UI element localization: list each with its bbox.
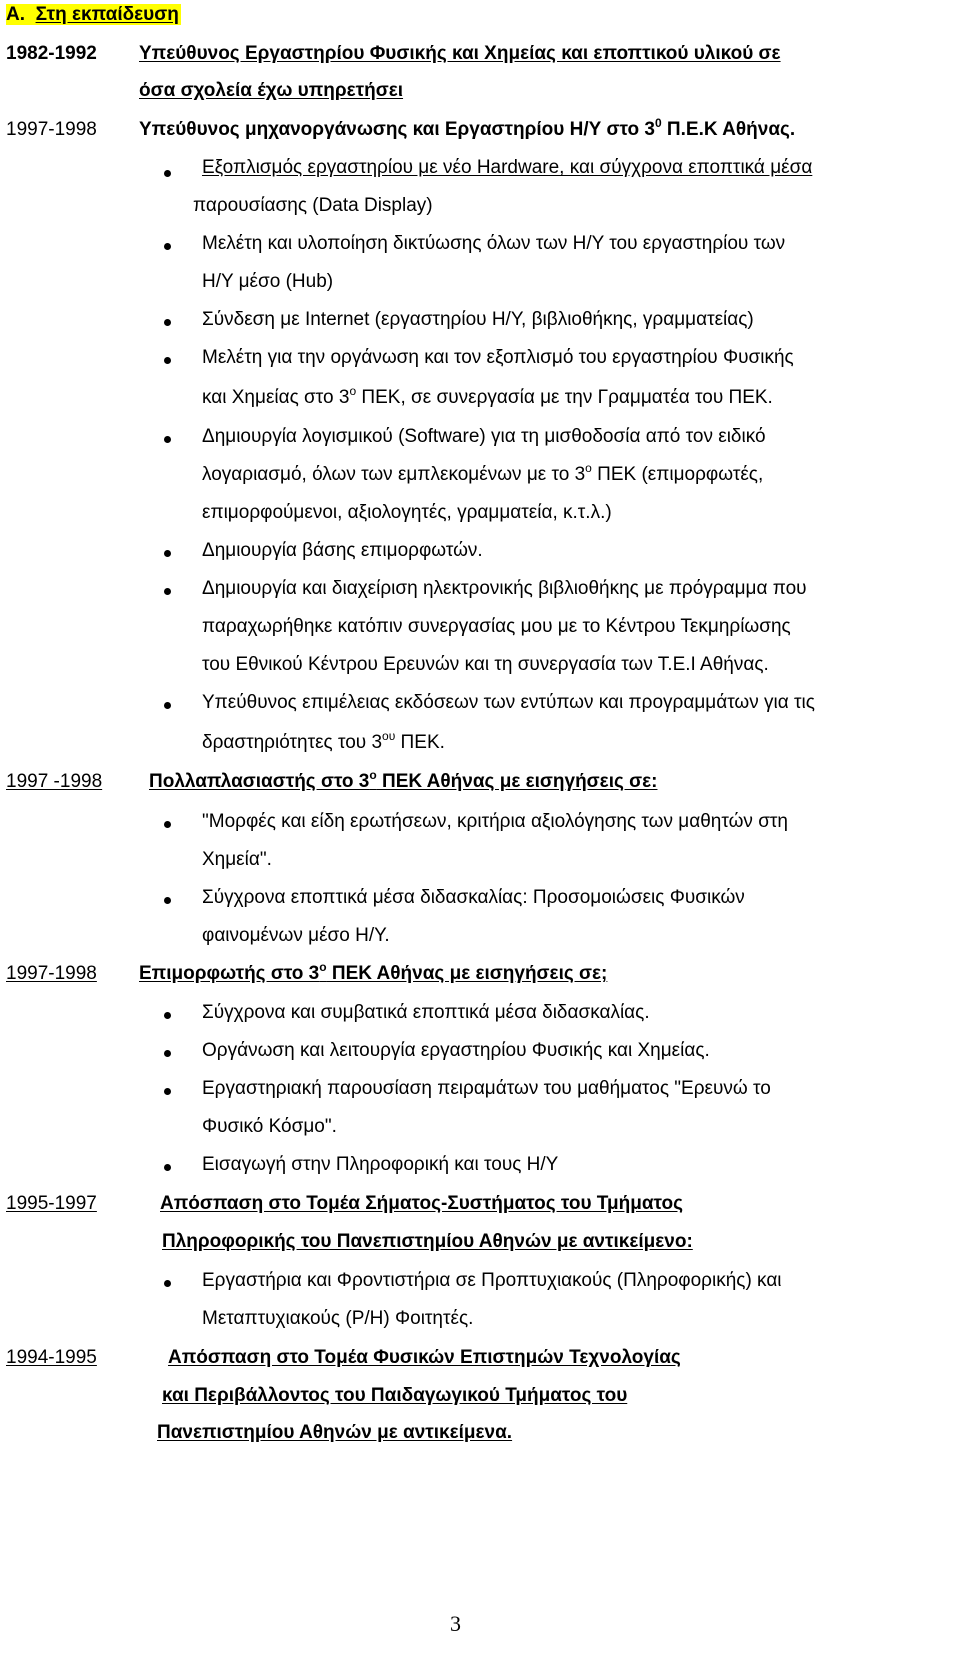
- entry-years: 1982-1992: [6, 43, 97, 64]
- entry-heading: Πολλαπλασιαστής στο $3^o$ ΠΕΚ Αθήνας με εισηγήσεις σε:: [149, 768, 658, 792]
- bullet-text: Μελέτη και υλοποίηση δικτύωσης όλων των Η/Υ του εργαστηρίου των: [202, 233, 786, 254]
- bullet-text: φαινομένων μέσο Η/Υ.: [202, 925, 390, 946]
- bullet-icon: [164, 1088, 171, 1095]
- bullet-text: του Εθνικού Κέντρου Ερευνών και τη συνεργασία των Τ.Ε.Ι Αθήνας.: [202, 654, 769, 675]
- bullet-text: Σύγχρονα και συμβατικά εποπτικά μέσα διδασκαλίας.: [202, 1002, 650, 1023]
- bullet-text: Εργαστηριακή παρουσίαση πειραμάτων του μαθήματος "Ερευνώ το: [202, 1078, 771, 1099]
- bullet-icon: [164, 588, 171, 595]
- entry-heading-line: Απόσπαση στο Τομέα Σήματος-Συστήματος του Τμήματος: [160, 1193, 683, 1214]
- bullet-icon: [164, 1012, 171, 1019]
- bullet-icon: [164, 357, 171, 364]
- bullet-text: Δημιουργία λογισμικού (Software) για τη μισθοδοσία από τον ειδικό: [202, 426, 766, 447]
- bullet-icon: [164, 1280, 171, 1287]
- bullet-text: Η/Υ μέσο (Hub): [202, 271, 334, 292]
- bullet-text: παρουσίασης (Data Display): [193, 195, 433, 216]
- entry-heading: Επιμορφωτής στο $3^o$ ΠΕΚ Αθήνας με εισηγήσεις σε;: [139, 960, 608, 984]
- section-marker: Α.: [6, 4, 25, 25]
- entry-years: 1997-1998: [6, 119, 97, 140]
- bullet-text: Χημεία".: [202, 849, 272, 870]
- bullet-text: Υπεύθυνος επιμέλειας εκδόσεων των εντύπων και προγραμμάτων για τις: [202, 692, 815, 713]
- bullet-text: επιμορφούμενοι, αξιολογητές, γραμματεία, κ.τ.λ.): [202, 502, 612, 523]
- bullet-icon: [164, 550, 171, 557]
- bullet-icon: [164, 243, 171, 250]
- entry-heading-line: όσα σχολεία έχω υπηρετήσει: [139, 80, 404, 101]
- bullet-text: Εξοπλισμός εργαστηρίου με νέο Hardware, και σύγχρονα εποπτικά μέσα: [202, 157, 813, 178]
- entry-heading: Υπεύθυνος μηχανοργάνωσης και Εργαστηρίου Η/Υ στο $3^0$ Π.Ε.Κ Αθήνας.: [139, 116, 796, 140]
- bullet-text: λογαριασμό, όλων των εμπλεκομένων με το $3^o$ ΠΕΚ (επιμορφωτές,: [202, 461, 764, 485]
- bullet-icon: [164, 1050, 171, 1057]
- bullet-icon: [164, 702, 171, 709]
- bullet-text: δραστηριότητες του $3^{o\upsilon}$ ΠΕΚ.: [202, 729, 445, 753]
- bullet-text: Οργάνωση και λειτουργία εργαστηρίου Φυσικής και Χημείας.: [202, 1040, 710, 1061]
- bullet-text: Μεταπτυχιακούς (Ρ/Η) Φοιτητές.: [202, 1308, 474, 1329]
- bullet-icon: [164, 319, 171, 326]
- bullet-text: "Μορφές και είδη ερωτήσεων, κριτήρια αξιολόγησης των μαθητών στη: [202, 811, 788, 832]
- bullet-icon: [164, 170, 171, 177]
- bullet-icon: [164, 1164, 171, 1171]
- page-number: 3: [450, 1611, 461, 1636]
- bullet-icon: [164, 436, 171, 443]
- section-header: [6, 4, 181, 26]
- bullet-icon: [164, 821, 171, 828]
- bullet-text: Εισαγωγή στην Πληροφορική και τους Η/Υ: [202, 1154, 559, 1175]
- bullet-text: Μελέτη για την οργάνωση και τον εξοπλισμό του εργαστηρίου Φυσικής: [202, 347, 794, 368]
- entry-heading-line: Απόσπαση στο Τομέα Φυσικών Επιστημών Τεχνολογίας: [168, 1347, 681, 1368]
- bullet-icon: [164, 897, 171, 904]
- entry-years: 1997 -1998: [6, 771, 103, 792]
- entry-heading-line: και Περιβάλλοντος του Παιδαγωγικού Τμήματος του: [162, 1385, 628, 1406]
- bullet-text: Εργαστήρια και Φροντιστήρια σε Προπτυχιακούς (Πληροφορικής) και: [202, 1270, 782, 1291]
- bullet-text: παραχωρήθηκε κατόπιν συνεργασίας μου με το Κέντρου Τεκμηρίωσης: [202, 616, 791, 637]
- bullet-text: Σύνδεση με Internet (εργαστηρίου Η/Υ, βιβλιοθήκης, γραμματείας): [202, 309, 754, 330]
- entry-heading-line: Υπεύθυνος Εργαστηρίου Φυσικής και Χημείας και εποπτικού υλικού σε: [139, 43, 781, 64]
- bullet-text: Φυσικό Κόσμο".: [202, 1116, 337, 1137]
- bullet-text: Σύγχρονα εποπτικά μέσα διδασκαλίας: Προσομοιώσεις Φυσικών: [202, 887, 745, 908]
- entry-heading-line: Πανεπιστημίου Αθηνών με αντικείμενα.: [157, 1422, 513, 1443]
- bullet-text: Δημιουργία και διαχείριση ηλεκτρονικής βιβλιοθήκης με πρόγραμμα που: [202, 578, 807, 599]
- entry-years: 1997-1998: [6, 963, 97, 984]
- entry-years: 1995-1997: [6, 1193, 97, 1214]
- entry-heading-line: Πληροφορικής του Πανεπιστημίου Αθηνών με αντικείμενο:: [162, 1231, 693, 1252]
- entry-years: 1994-1995: [6, 1347, 97, 1368]
- bullet-text: και Χημείας στο $3^o$ ΠΕΚ, σε συνεργασία με την Γραμματέα του ΠΕΚ.: [202, 384, 773, 408]
- bullet-text: Δημιουργία βάσης επιμορφωτών.: [202, 540, 483, 561]
- section-title: Στη εκπαίδευση: [35, 4, 179, 25]
